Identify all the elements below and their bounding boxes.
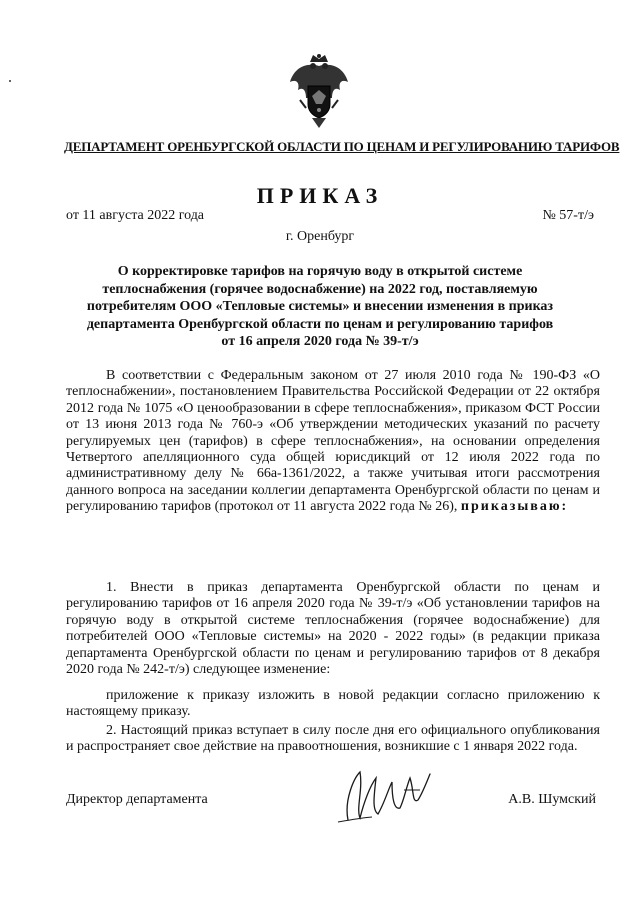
preamble-text: В соответствии с Федеральным законом от 27 июля 2010 года № 190-ФЗ «О теплоснабжении», постановлением Правительства Российской Федерации от 22 октября 2012 года № 1075 «О ценообразовании в сфере теплоснабжения», приказом ФСТ России от 13 июня 2013 года № 760-э «Об утверждении методических указаний по расчету регулируемых цен (тарифов) в сфере теплоснабжения», на основании определения Четвертого апелляционного суда общей юрисдикций от 12 июля 2022 года по административному делу № 66а-1361/2022, а также учитывая итоги рассмотрения данного вопроса на заседании коллегии департамента Оренбургской области по ценам и регулированию тарифов (протокол от 11 августа 2022 года № 26),: [66, 368, 600, 515]
item-1-sub-paragraph: приложение к приказу изложить в новой редакции согласно приложению к настоящему приказу.: [66, 688, 600, 720]
document-title: ПРИКАЗ: [256, 183, 384, 208]
signature-icon: [330, 760, 435, 830]
preamble-paragraph: [66, 368, 600, 516]
order-number: № 57-т/э: [542, 208, 594, 223]
order-subject: О корректировке тарифов на горячую воду в открытой системе теплоснабжения (горячее водоснабжение) на 2022 год, поставляемую потребителям ООО «Тепловые системы» и внесении изменения в приказ департамента Оренбургской области по ценам и регулированию тарифов от 16 апреля 2020 года № 39-т/э: [86, 264, 554, 349]
item-1-paragraph: 1. Внести в приказ департамента Оренбургской области по ценам и регулированию тарифов от 16 апреля 2020 года № 39-т/э «Об установлении тарифов на горячую воду в открытой системе теплоснабжения (горячее водоснабжение) для потребителей ООО «Тепловые системы» на 2020 - 2022 годы» (в редакции приказа департамента Оренбургской области по ценам и регулированию тарифов от 8 декабря 2020 года № 242-т/э) следующее изменение:: [66, 580, 600, 678]
department-name: ДЕПАРТАМЕНТ ОРЕНБУРГСКОЙ ОБЛАСТИ ПО ЦЕНАМ И РЕГУЛИРОВАНИЮ ТАРИФОВ: [64, 139, 620, 154]
item-2-paragraph: 2. Настоящий приказ вступает в силу после дня его официального опубликования и распространяет свое действие на правоотношения, возникшие с 1 января 2022 года.: [66, 723, 600, 755]
order-city: г. Оренбург: [285, 229, 355, 244]
order-word: приказываю:: [460, 499, 569, 515]
signer-name: А.В. Шумский: [508, 792, 596, 807]
scan-speck: [9, 80, 11, 82]
coat-of-arms-icon: [286, 52, 352, 132]
signer-position: Директор департамента: [66, 792, 208, 807]
order-date: от 11 августа 2022 года: [66, 208, 205, 223]
